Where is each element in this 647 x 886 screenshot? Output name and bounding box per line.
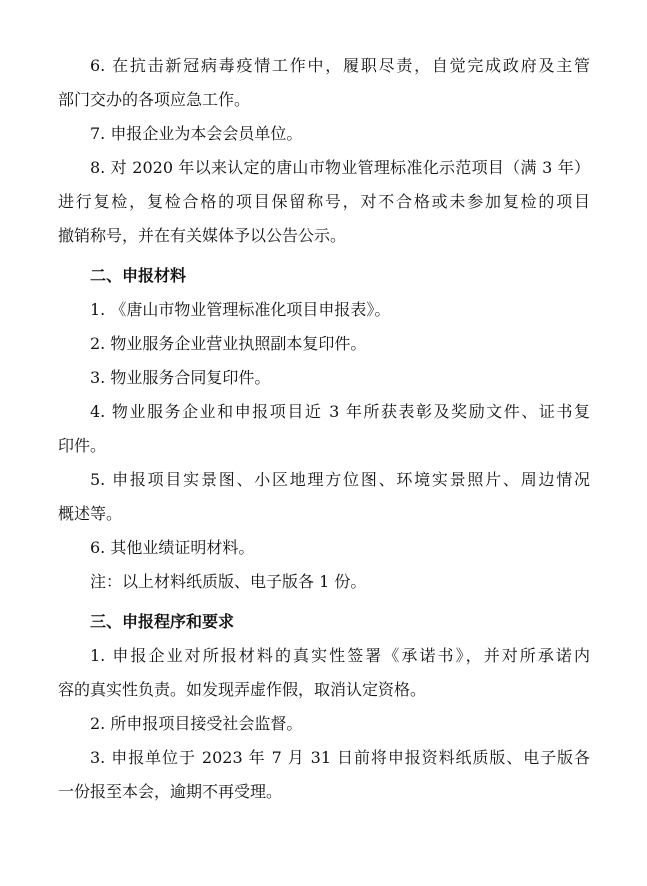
procedure-item-2 — [90, 714, 590, 734]
text-line: 1. 《唐山市物业管理标准化项目申报表》。 — [90, 300, 391, 319]
paragraph-7 — [90, 124, 590, 144]
text-line: 概述等。 — [58, 504, 123, 523]
text-line: 2. 所申报项目接受社会监督。 — [90, 714, 303, 733]
text-line: 容的真实性负责。如发现弄虚作假，取消认定资格。 — [58, 680, 427, 699]
materials-item-4-line-2 — [58, 436, 590, 456]
heading-text: 三、申报程序和要求 — [90, 612, 235, 631]
text-line: 8. 对 2020 年以来认定的唐山市物业管理标准化示范项目（满 3 年） — [90, 158, 590, 177]
text-line: 6. 其他业绩证明材料。 — [90, 538, 255, 557]
heading-text: 二、申报材料 — [90, 266, 187, 285]
text-line: 7. 申报企业为本会会员单位。 — [90, 124, 303, 143]
text-line: 进行复检，复检合格的项目保留称号，对不合格或未参加复检的项目 — [58, 192, 590, 211]
text-line: 部门交办的各项应急工作。 — [58, 90, 251, 109]
materials-note — [90, 572, 590, 592]
paragraph-6-line-2 — [58, 90, 590, 110]
text-line: 4. 物业服务企业和申报项目近 3 年所获表彰及奖励文件、证书复 — [90, 402, 590, 421]
materials-item-4-line-1 — [90, 402, 590, 422]
paragraph-6-line-1 — [90, 56, 590, 76]
paragraph-8-line-3 — [58, 226, 590, 246]
paragraph-8-line-1 — [90, 158, 590, 178]
section-heading-procedure — [90, 612, 590, 632]
text-line: 5. 申报项目实景图、小区地理方位图、环境实景照片、周边情况 — [90, 470, 590, 489]
procedure-item-1-line-1 — [90, 646, 590, 666]
materials-item-5-line-1 — [90, 470, 590, 490]
text-line: 1. 申报企业对所报材料的真实性签署《承诺书》，并对所承诺内 — [90, 646, 590, 665]
materials-item-6 — [90, 538, 590, 558]
materials-item-2 — [90, 334, 590, 354]
materials-item-1 — [90, 300, 590, 320]
procedure-item-3-line-1 — [90, 748, 590, 768]
text-line: 撤销称号，并在有关媒体予以公告公示。 — [58, 226, 347, 245]
text-line: 2. 物业服务企业营业执照副本复印件。 — [90, 334, 367, 353]
materials-item-5-line-2 — [58, 504, 590, 524]
text-line: 一份报至本会，逾期不再受理。 — [58, 782, 283, 801]
section-heading-materials — [90, 266, 590, 286]
text-line: 注：以上材料纸质版、电子版各 1 份。 — [90, 572, 367, 591]
materials-item-3 — [90, 368, 590, 388]
text-line: 3. 申报单位于 2023 年 7 月 31 日前将申报资料纸质版、电子版各 — [90, 748, 590, 767]
text-line: 3. 物业服务合同复印件。 — [90, 368, 271, 387]
procedure-item-3-line-2 — [58, 782, 590, 802]
paragraph-8-line-2 — [58, 192, 590, 212]
procedure-item-1-line-2 — [58, 680, 590, 700]
text-line: 6. 在抗击新冠病毒疫情工作中，履职尽责，自觉完成政府及主管 — [90, 56, 590, 75]
text-line: 印件。 — [58, 436, 107, 455]
